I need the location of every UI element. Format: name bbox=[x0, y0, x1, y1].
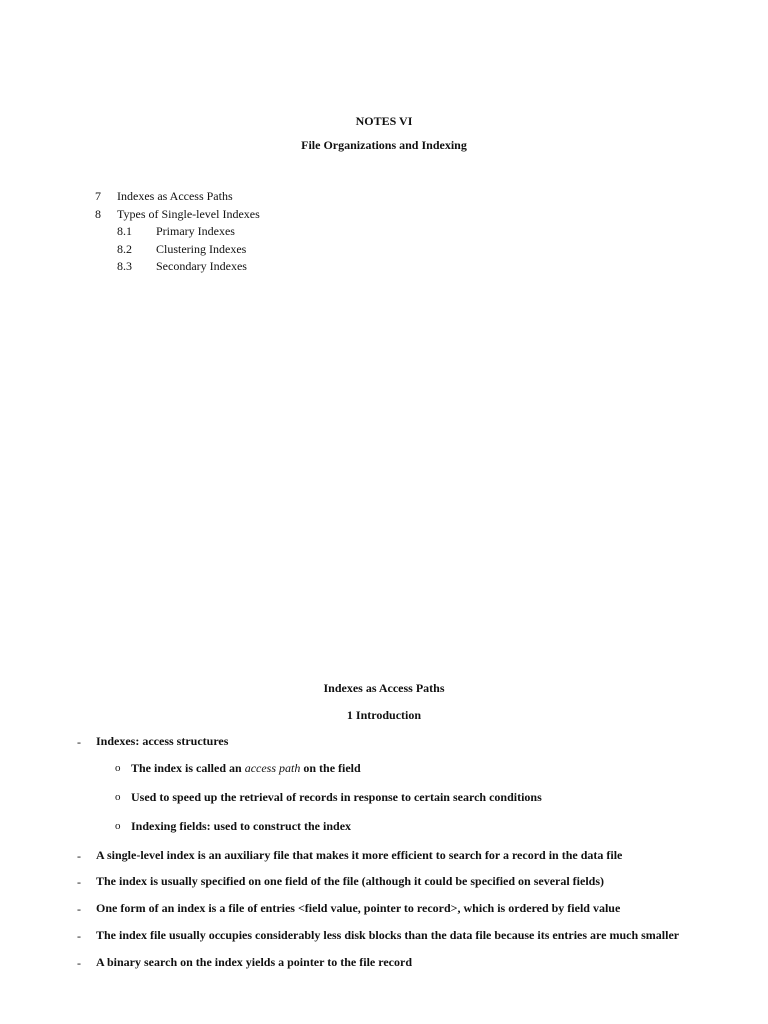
sub-bullet-text-part: The index is called an bbox=[131, 761, 242, 775]
toc-item-label: Types of Single-level Indexes bbox=[117, 207, 260, 221]
bullet-text: A binary search on the index yields a pointer to the file record bbox=[96, 955, 412, 969]
bullet-text: The index file usually occupies considerably less disk blocks than the data file because its entries are much smaller bbox=[96, 928, 680, 942]
toc-subitem-number: 8.1 bbox=[117, 224, 132, 238]
bullet-marker: - bbox=[77, 849, 81, 863]
section-heading: Indexes as Access Paths bbox=[323, 681, 445, 695]
sub-bullet-marker: o bbox=[115, 762, 121, 774]
sub-bullet-text-part: on the field bbox=[303, 761, 361, 775]
sub-bullet-marker: o bbox=[115, 820, 121, 832]
toc-item-number: 7 bbox=[95, 189, 101, 203]
bullet-text: A single-level index is an auxiliary file that makes it more efficient to search for a record in the data file bbox=[96, 848, 623, 862]
toc-item-label: Indexes as Access Paths bbox=[117, 189, 233, 203]
section-subheading: 1 Introduction bbox=[346, 708, 422, 722]
sub-bullet-text: Used to speed up the retrieval of records in response to certain search conditions bbox=[131, 790, 542, 804]
sub-bullet-text: Indexing fields: used to construct the index bbox=[131, 819, 352, 833]
page-subtitle: File Organizations and Indexing bbox=[301, 138, 467, 152]
toc-subitem-label: Secondary Indexes bbox=[156, 259, 247, 273]
bullet-text: One form of an index is a file of entries <field value, pointer to record>, which is ordered by field value bbox=[96, 901, 621, 915]
sub-bullet-text bbox=[131, 761, 361, 776]
toc-item-number: 8 bbox=[95, 207, 101, 221]
bullet-marker: - bbox=[77, 956, 81, 970]
sub-bullet-marker: o bbox=[115, 791, 121, 803]
bullet-marker: - bbox=[77, 929, 81, 943]
toc-subitem-label: Clustering Indexes bbox=[156, 242, 247, 256]
emphasis-text: access path bbox=[244, 761, 301, 775]
toc-subitem-label: Primary Indexes bbox=[156, 224, 235, 238]
page-title: NOTES VI bbox=[355, 114, 413, 128]
bullet-marker: - bbox=[77, 902, 81, 916]
toc-subitem-number: 8.2 bbox=[117, 242, 132, 256]
bullet-marker: - bbox=[77, 875, 81, 889]
bullet-text: Indexes: access structures bbox=[96, 734, 229, 748]
toc-subitem-number: 8.3 bbox=[117, 259, 132, 273]
bullet-text: The index is usually specified on one field of the file (although it could be specified on several fields) bbox=[96, 874, 605, 888]
bullet-marker: - bbox=[77, 735, 81, 749]
